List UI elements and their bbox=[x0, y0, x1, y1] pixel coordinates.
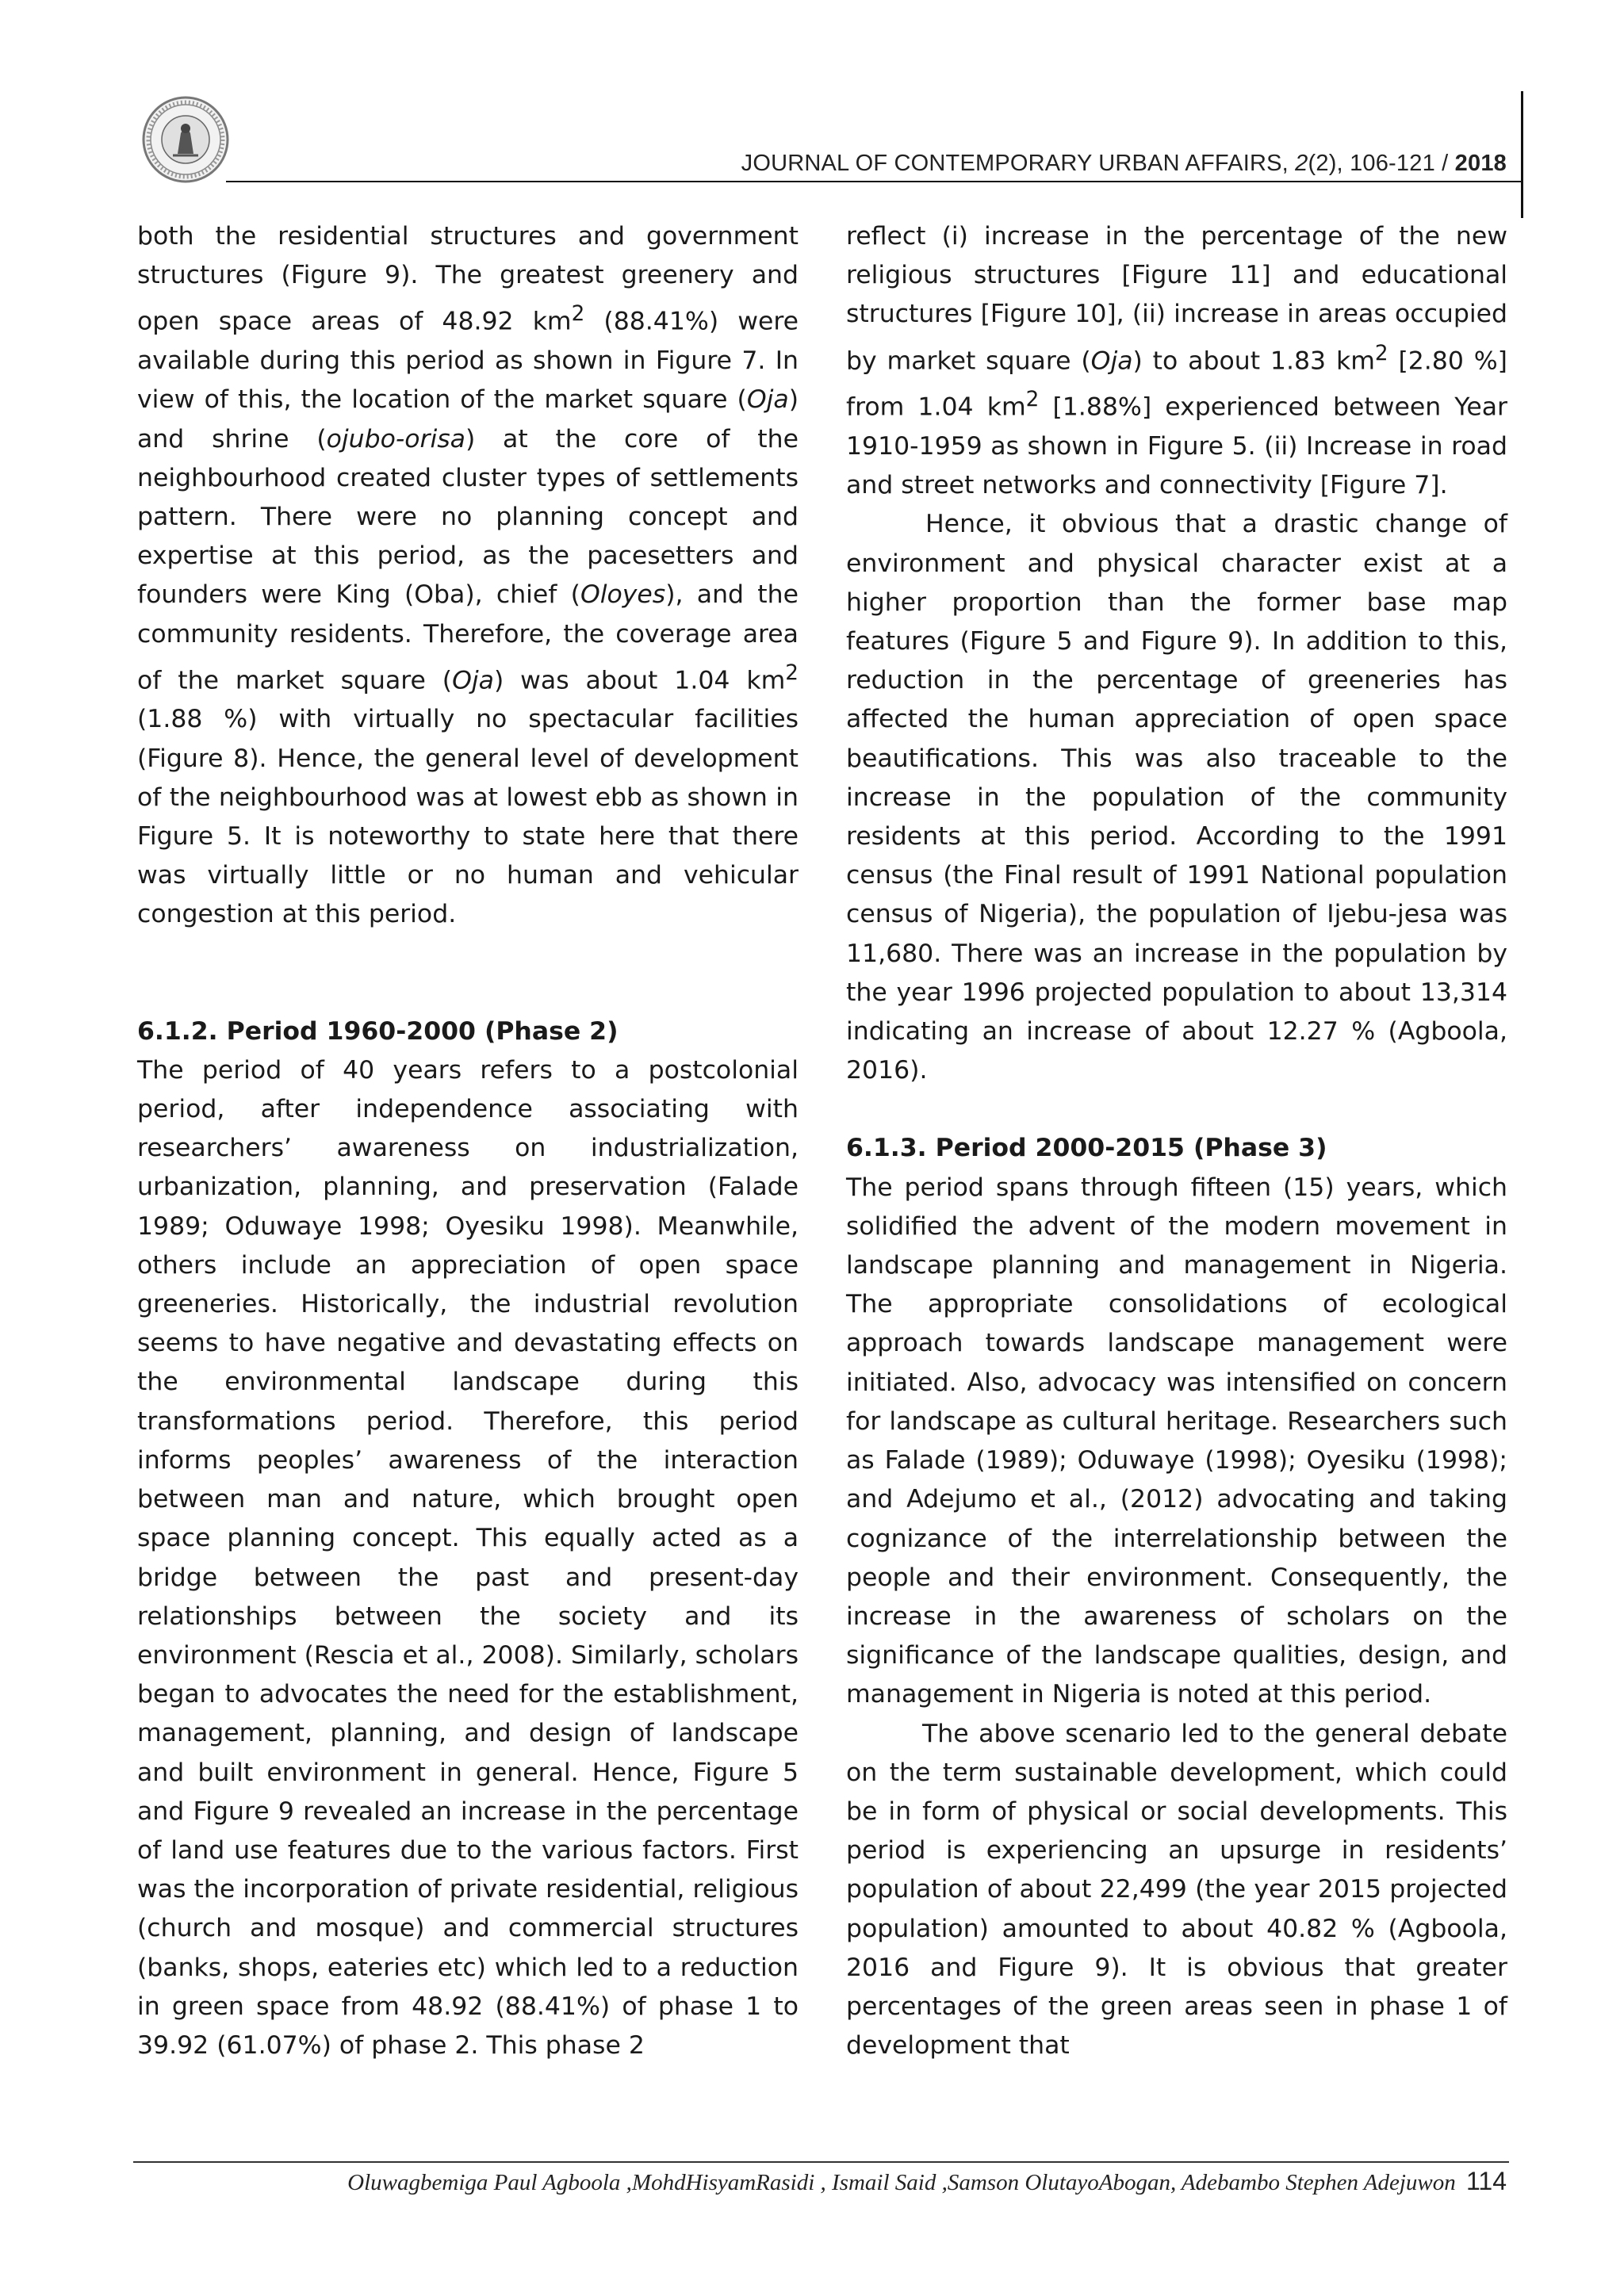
right-paragraph-1: reflect (i) increase in the percentage of the new religious structures [Figure 11] and educational structures [Figure 10], (ii) increase in areas occupied by market square (Oja) to about 1.83 $km^2$ [2.80 %] from 1.04 $km^2$ [1.88%] experienced between Year 1910-1959 as shown in Figure 5. (ii) Increase in road and street networks and connectivity [Figure 7]. bbox=[846, 222, 1507, 500]
footer bbox=[347, 2167, 1507, 2196]
journal-header: JOURNAL OF CONTEMPORARY URBAN AFFAIRS, 2(2), 106-121 / 2018 bbox=[741, 151, 1507, 176]
right-column bbox=[846, 217, 1507, 2065]
right-paragraph-2: Hence, it obvious that a drastic change of environment and physical character exist at a higher proportion than the former base map features (Figure 5 and Figure 9). In addition to this, reduction in the percentage of greeneries has affected the human appreciation of open space beautifications. This was also traceable to the increase in the population of the community residents at this period. According to the 1991 census (the Final result of 1991 National population census of Nigeria), the population of Ijebu-jesa was 11,680. There was an increase in the population by the year 1996 projected population to about 13,314 indicating an increase of about 12.27 % (Agboola, 2016). bbox=[846, 510, 1507, 1085]
section-heading-phase-2: 6.1.2. Period 1960-2000 (Phase 2) bbox=[137, 1016, 619, 1046]
journal-seal-icon bbox=[141, 95, 230, 184]
right-paragraph-3: The period spans through fifteen (15) years, which solidified the advent of the modern movement in landscape planning and management in Nigeria. The appropriate consolidations of ecological approach towards landscape management were initiated. Also, advocacy was intensified on concern for landscape as cultural heritage. Researchers such as Falade (1989); Oduwaye (1998); Oyesiku (1998); and Adejumo et al., (2012) advocating and taking cognizance of the interrelationship between the people and their environment. Consequently, the increase in the awareness of scholars on the significance of the landscape qualities, design, and management in Nigeria is noted at this period. bbox=[846, 1173, 1507, 1709]
footer-rule bbox=[133, 2161, 1509, 2163]
right-paragraph-4: The above scenario led to the general debate on the term sustainable development, which could be in form of physical or social developments. This period is experiencing an upsurge in residents’ population of about 22,499 (the year 2015 projected population) amounted to about 40.82 % (Agboola, 2016 and Figure 9). It is obvious that greater percentages of the green areas seen in phase 1 of development that bbox=[846, 1719, 1507, 2061]
left-column bbox=[137, 217, 799, 2065]
header-vertical-rule bbox=[1521, 91, 1523, 218]
section-heading-phase-3: 6.1.3. Period 2000-2015 (Phase 3) bbox=[846, 1134, 1327, 1163]
left-paragraph-1: both the residential structures and government structures (Figure 9). The greatest greenery and open space areas of 48.92 $km^2$ (88.41%) were available during this period as shown in Figure 7. In view of this, the location of the market square (Oja) and shrine (ojubo-orisa) at the core of the neighbourhood created cluster types of settlements pattern. There were no planning concept and expertise at this period, as the pacesetters and founders were King (Oba), chief (Oloyes), and the community residents. Therefore, the coverage area of the market square (Oja) was about 1.04 $km^2$ (1.88 %) with virtually no spectacular facilities (Figure 8). Hence, the general level of development of the neighbourhood was at lowest ebb as shown in Figure 5. It is noteworthy to state here that there was virtually little or no human and vehicular congestion at this period. bbox=[137, 222, 799, 929]
header-rule bbox=[226, 181, 1521, 182]
left-paragraph-2: The period of 40 years refers to a postcolonial period, after independence associating with researchers’ awareness on industrialization, urbanization, planning, and preservation (Falade 1989; Oduwaye 1998; Oyesiku 1998). Meanwhile, others include an appreciation of open space greeneries. Historically, the industrial revolution seems to have negative and devastating effects on the environmental landscape during this transformations period. Therefore, this period informs peoples’ awareness of the interaction between man and nature, which brought open space planning concept. This equally acted as a bridge between the past and present-day relationships between the society and its environment (Rescia et al., 2008). Similarly, scholars began to advocates the need for the establishment, management, planning, and design of landscape and built environment in general. Hence, Figure 5 and Figure 9 revealed an increase in the percentage of land use features due to the various factors. First was the incorporation of private residential, religious (church and mosque) and commercial structures (banks, shops, eateries etc) which led to a reduction in green space from 48.92 (88.41%) of phase 1 to 39.92 (61.07%) of phase 2. This phase 2 bbox=[137, 1055, 799, 2060]
footer-authors: Oluwagbemiga Paul Agboola ,MohdHisyamRasidi , Ismail Said ,Samson OlutayoAbogan, Adebambo Stephen Adejuwon bbox=[347, 2170, 1456, 2195]
page-number: 114 bbox=[1465, 2167, 1507, 2195]
